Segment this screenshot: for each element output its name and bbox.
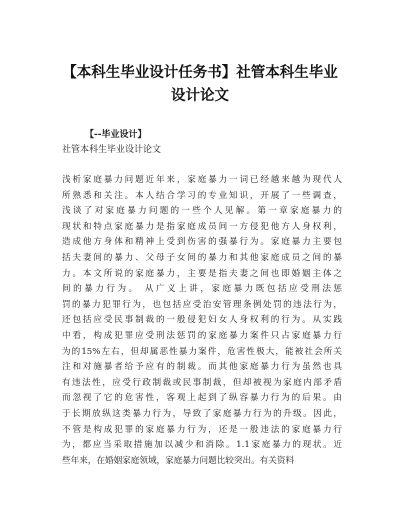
body-line: 间的暴力行为。 从广义上讲，家庭暴力既包括应受刑法惩 (62, 284, 342, 295)
document-title (48, 62, 352, 108)
body-line: 些年来，在婚姻家庭领域，家庭暴力问题比较突出。有关资料 (62, 455, 295, 466)
title-line-1: 【本科生毕业设计任务书】社管本科生毕业 (62, 65, 338, 81)
body-line: 不管是构成犯罪的家庭暴力行为，还是一般违法的家庭暴力行 (62, 424, 342, 435)
body-line: 为，都应当采取措施加以减少和消除。1.1家庭暴力的现状。近 (62, 440, 342, 451)
body-line: 浅析家庭暴力问题近年来，家庭暴力一词已经越来越为现代人 (62, 175, 342, 185)
body-line: 中看，构成犯罪应受刑法惩罚的家庭暴力案件只占家庭暴力行 (62, 330, 342, 341)
document-subtitle: 社管本科生毕业设计论文 (62, 145, 162, 155)
body-line: 注和对施暴者给予应有的制裁。而其他家庭暴力行为虽然也具 (62, 362, 342, 373)
body-line: 为的15%左右，但却属恶性暴力案件，危害性极大，能被社会所关 (62, 346, 342, 357)
body-line: 罚的暴力犯罪行为，也包括应受治安管理条例处罚的违法行为， (62, 299, 342, 310)
body-line: 现状和特点家庭暴力是指家庭成员间一方侵犯他方人身权利， (62, 221, 342, 232)
body-line: 有违法性，应受行政制裁或民事制裁，但却被视为家庭内部矛盾 (62, 377, 342, 388)
body-line: 所熟悉和关注。本人结合学习的专业知识，开展了一些调查， (62, 190, 342, 201)
body-line: 力。本文所说的家庭暴力，主要是指夫妻之间也即婚姻主体之 (62, 268, 342, 279)
title-line-2: 设计论文 (171, 88, 229, 104)
body-line: 于长期放纵这类暴力行为，导致了家庭暴力行为的升级。因此， (62, 408, 342, 419)
body-line: 造成他方身体和精神上受到伤害的强暴行为。家庭暴力主要包 (62, 237, 342, 248)
body-line: 还包括应受民事制裁的一般侵犯妇女人身权利的行为。从实践 (62, 315, 342, 326)
body-line: 浅谈了对家庭暴力问题的一些个人见解。第一章家庭暴力的 (62, 206, 342, 217)
body-line: 括夫妻间的暴力、父母子女间的暴力和其他家庭成员之间的暴 (62, 252, 342, 263)
document-body (62, 173, 342, 469)
document-category: 【--毕业设计】 (85, 130, 147, 140)
body-line: 而忽视了它的危害性，客观上起到了纵容暴力行为的后果。由 (62, 393, 342, 404)
